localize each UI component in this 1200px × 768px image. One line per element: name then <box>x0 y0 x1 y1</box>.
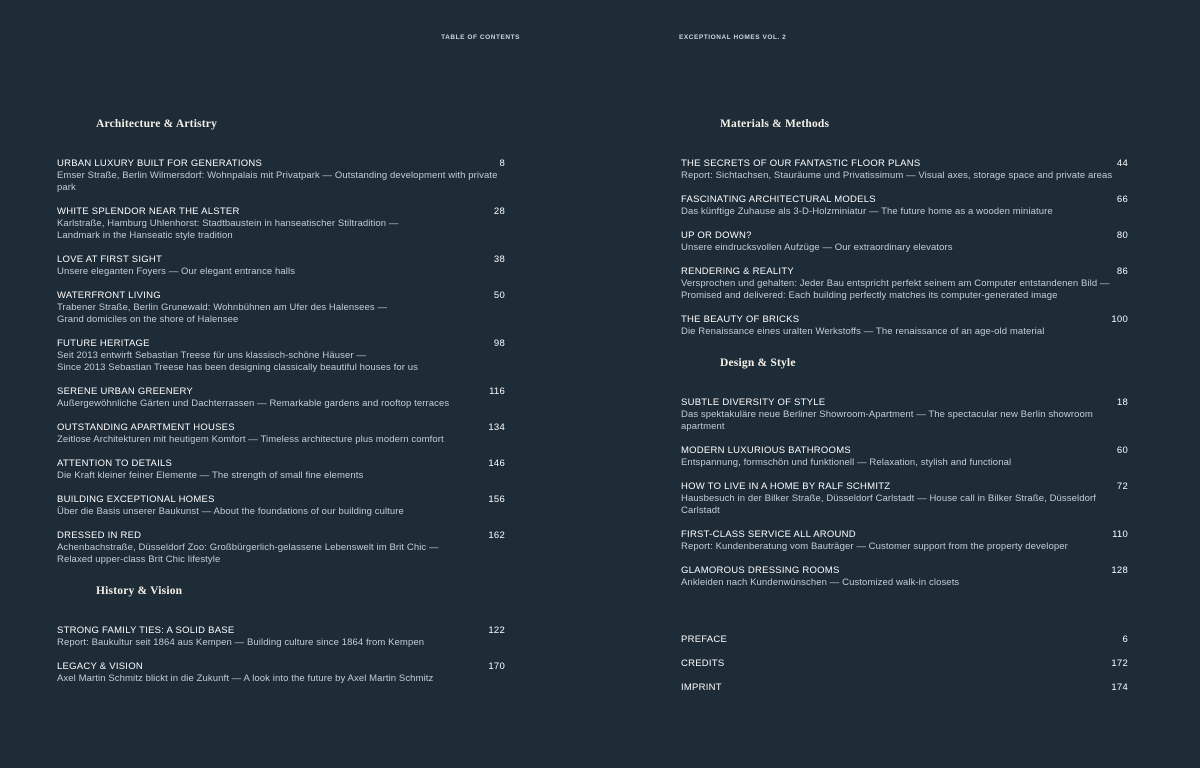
entry-title: URBAN LUXURY BUILT FOR GENERATIONS <box>57 158 263 169</box>
toc-entry <box>57 421 505 446</box>
entry-page-number: 100 <box>1111 314 1128 325</box>
running-head-table-of-contents: TABLE OF CONTENTS <box>441 34 520 41</box>
entry-title-row <box>681 528 1128 541</box>
entry-title: CREDITS <box>681 658 725 669</box>
entry-title: SERENE URBAN GREENERY <box>57 386 193 397</box>
entry-title-row <box>57 529 505 542</box>
entry-subtitle-line: Karlstraße, Hamburg Uhlenhorst: Stadtbaustein in hanseatischer Stiltradition — <box>57 218 399 229</box>
toc-entry <box>57 253 505 278</box>
entry-subtitle-line: Achenbachstraße, Düsseldorf Zoo: Großbürgerlich-gelassene Lebenswelt im Brit Chic — <box>57 542 439 553</box>
entry-title: THE SECRETS OF OUR FANTASTIC FLOOR PLANS <box>681 158 921 169</box>
entry-title-row <box>57 253 505 266</box>
entry-title: RENDERING & REALITY <box>681 266 794 277</box>
entry-page-number: 128 <box>1111 565 1128 576</box>
entry-title-row <box>681 229 1128 242</box>
toc-entry <box>57 337 505 374</box>
entry-page-number: 6 <box>1122 634 1128 645</box>
entry-page-number: 80 <box>1116 230 1128 241</box>
entry-subtitle-line: Die Kraft kleiner feiner Elemente — The strength of small fine elements <box>57 470 364 481</box>
entry-title-row <box>57 421 505 434</box>
entry-page-number: 18 <box>1116 397 1128 408</box>
entry-subtitle-line: Über die Basis unserer Baukunst — About the foundations of our building culture <box>57 506 404 517</box>
entry-title-row <box>57 289 505 302</box>
toc-entry <box>681 229 1128 254</box>
entry-page-number: 162 <box>488 530 505 541</box>
entry-title-row <box>57 660 505 673</box>
entry-title-row <box>57 337 505 350</box>
entry-subtitle-line: Report: Baukultur seit 1864 aus Kempen — Building culture since 1864 from Kempen <box>57 637 425 648</box>
entry-page-number: 50 <box>493 290 505 301</box>
entry-title-row <box>57 493 505 506</box>
entry-title: GLAMOROUS DRESSING ROOMS <box>681 565 840 576</box>
entry-page-number: 134 <box>488 422 505 433</box>
entry-subtitle-line: Axel Martin Schmitz blickt in die Zukunft — A look into the future by Axel Martin Schmitz <box>57 673 434 684</box>
entry-page-number: 174 <box>1111 682 1128 693</box>
entry-page-number: 66 <box>1116 194 1128 205</box>
entry-page-number: 60 <box>1116 445 1128 456</box>
entry-page-number: 72 <box>1116 481 1128 492</box>
entry-subtitle-line: Trabener Straße, Berlin Grunewald: Wohnbühnen am Ufer des Halensees — <box>57 302 388 313</box>
toc-entry <box>681 396 1128 433</box>
entry-page-number: 98 <box>493 338 505 349</box>
entry-title: ATTENTION TO DETAILS <box>57 458 173 469</box>
toc-entry <box>57 624 505 649</box>
entry-subtitle-line: Grand domiciles on the shore of Halensee <box>57 314 239 325</box>
entry-title: PREFACE <box>681 634 728 645</box>
entry-subtitle-line: Report: Kundenberatung vom Bauträger — Customer support from the property developer <box>681 541 1068 552</box>
entry-title: IMPRINT <box>681 682 722 693</box>
entry-title: MODERN LUXURIOUS BATHROOMS <box>681 445 851 456</box>
entry-title-row <box>57 157 505 170</box>
toc-entry <box>681 193 1128 218</box>
section-header: Design & Style <box>720 357 796 369</box>
entry-page-number: 116 <box>489 386 505 397</box>
toc-entry <box>681 313 1128 338</box>
entry-title: FUTURE HERITAGE <box>57 338 150 349</box>
entry-title-row <box>681 157 1128 170</box>
entry-page-number: 172 <box>1111 658 1128 669</box>
entry-title-row <box>681 633 1128 646</box>
entry-page-number: 170 <box>488 661 505 672</box>
entry-subtitle-line: Außergewöhnliche Gärten und Dachterrassen — Remarkable gardens and rooftop terraces <box>57 398 450 409</box>
entry-title: SUBTLE DIVERSITY OF STYLE <box>681 397 826 408</box>
entry-title-row <box>57 385 505 398</box>
toc-entry <box>57 660 505 685</box>
entry-title-row <box>681 564 1128 577</box>
entry-title: LOVE AT FIRST SIGHT <box>57 254 163 265</box>
entry-page-number: 28 <box>493 206 505 217</box>
entry-title: THE BEAUTY OF BRICKS <box>681 314 800 325</box>
entry-title-row <box>681 681 1128 694</box>
entry-title: DRESSED IN RED <box>57 530 142 541</box>
toc-entry <box>681 657 1128 670</box>
entry-title: LEGACY & VISION <box>57 661 143 672</box>
entry-subtitle-line: Hausbesuch in der Bilker Straße, Düsseldorf Carlstadt — House call in Bilker Straße, Düsseldorf Carlstadt <box>681 493 1096 516</box>
entry-page-number: 86 <box>1116 266 1128 277</box>
entry-page-number: 146 <box>488 458 505 469</box>
toc-entry <box>57 529 505 566</box>
entry-page-number: 8 <box>499 158 505 169</box>
entry-subtitle-line: Landmark in the Hanseatic style tradition <box>57 230 233 241</box>
section-header: Architecture & Artistry <box>96 118 218 130</box>
entry-title: FASCINATING ARCHITECTURAL MODELS <box>681 194 876 205</box>
entry-title-row <box>57 205 505 218</box>
entry-page-number: 38 <box>493 254 505 265</box>
entry-title-row <box>57 457 505 470</box>
entry-subtitle-line: Emser Straße, Berlin Wilmersdorf: Wohnpalais mit Privatpark — Outstanding development with private park <box>57 170 498 193</box>
entry-subtitle-line: Versprochen und gehalten: Jeder Bau entspricht perfekt seinem am Computer entstandenen Bild — <box>681 278 1110 289</box>
entry-title: STRONG FAMILY TIES: A SOLID BASE <box>57 625 235 636</box>
entry-subtitle-line: Unsere eindrucksvollen Aufzüge — Our extraordinary elevators <box>681 242 953 253</box>
entry-title: BUILDING EXCEPTIONAL HOMES <box>57 494 215 505</box>
toc-entry <box>681 480 1128 517</box>
toc-entry <box>57 457 505 482</box>
entry-title-row <box>681 480 1128 493</box>
entry-subtitle-line: Das künftige Zuhause als 3-D-Holzminiatur — The future home as a wooden miniature <box>681 206 1053 217</box>
toc-entry <box>681 444 1128 469</box>
entry-title: OUTSTANDING APARTMENT HOUSES <box>57 422 235 433</box>
entry-title-row <box>681 313 1128 326</box>
toc-column-right <box>681 117 1128 705</box>
section-header: Materials & Methods <box>720 118 830 130</box>
entry-page-number: 110 <box>1112 529 1128 540</box>
toc-entry <box>681 633 1128 646</box>
entry-title-row <box>681 396 1128 409</box>
entry-title: WHITE SPLENDOR NEAR THE ALSTER <box>57 206 240 217</box>
entry-title: UP OR DOWN? <box>681 230 752 241</box>
toc-entry <box>57 289 505 326</box>
entry-title-row <box>681 657 1128 670</box>
entry-subtitle-line: Entspannung, formschön und funktionell — Relaxation, stylish and functional <box>681 457 1012 468</box>
section-header: History & Vision <box>96 585 183 597</box>
entry-subtitle-line: Promised and delivered: Each building perfectly matches its computer-generated image <box>681 290 1058 301</box>
toc-entry <box>681 528 1128 553</box>
toc-column-left <box>57 117 505 696</box>
toc-entry <box>57 205 505 242</box>
entry-title-row <box>681 444 1128 457</box>
entry-page-number: 156 <box>488 494 505 505</box>
running-head-volume-title: EXCEPTIONAL HOMES VOL. 2 <box>679 34 787 41</box>
toc-entry <box>57 493 505 518</box>
entry-subtitle-line: Die Renaissance eines uralten Werkstoffs — The renaissance of an age-old material <box>681 326 1045 337</box>
entry-subtitle-line: Das spektakuläre neue Berliner Showroom-Apartment — The spectacular new Berlin showroom apartment <box>681 409 1093 432</box>
entry-subtitle-line: Unsere eleganten Foyers — Our elegant entrance halls <box>57 266 296 277</box>
entry-subtitle-line: Since 2013 Sebastian Treese has been designing classically beautiful houses for us <box>57 362 418 373</box>
toc-entry <box>681 157 1128 182</box>
toc-entry <box>57 157 505 194</box>
entry-subtitle-line: Zeitlose Architekturen mit heutigem Komfort — Timeless architecture plus modern comfort <box>57 434 444 445</box>
entry-title: FIRST-CLASS SERVICE ALL AROUND <box>681 529 856 540</box>
entry-title-row <box>57 624 505 637</box>
entry-subtitle-line: Report: Sichtachsen, Stauräume und Privatissimum — Visual axes, storage space and private areas <box>681 170 1113 181</box>
entry-title-row <box>681 265 1128 278</box>
column-spacer <box>681 600 1128 633</box>
entry-title: WATERFRONT LIVING <box>57 290 161 301</box>
entry-subtitle-line: Relaxed upper-class Brit Chic lifestyle <box>57 554 221 565</box>
toc-entry <box>681 681 1128 694</box>
toc-entry <box>681 265 1128 302</box>
toc-entry <box>681 564 1128 589</box>
entry-subtitle-line: Ankleiden nach Kundenwünschen — Customized walk-in closets <box>681 577 960 588</box>
entry-page-number: 44 <box>1116 158 1128 169</box>
entry-subtitle-line: Seit 2013 entwirft Sebastian Treese für uns klassisch-schöne Häuser — <box>57 350 366 361</box>
toc-entry <box>57 385 505 410</box>
entry-title: HOW TO LIVE IN A HOME BY RALF SCHMITZ <box>681 481 891 492</box>
entry-page-number: 122 <box>488 625 505 636</box>
entry-title-row <box>681 193 1128 206</box>
